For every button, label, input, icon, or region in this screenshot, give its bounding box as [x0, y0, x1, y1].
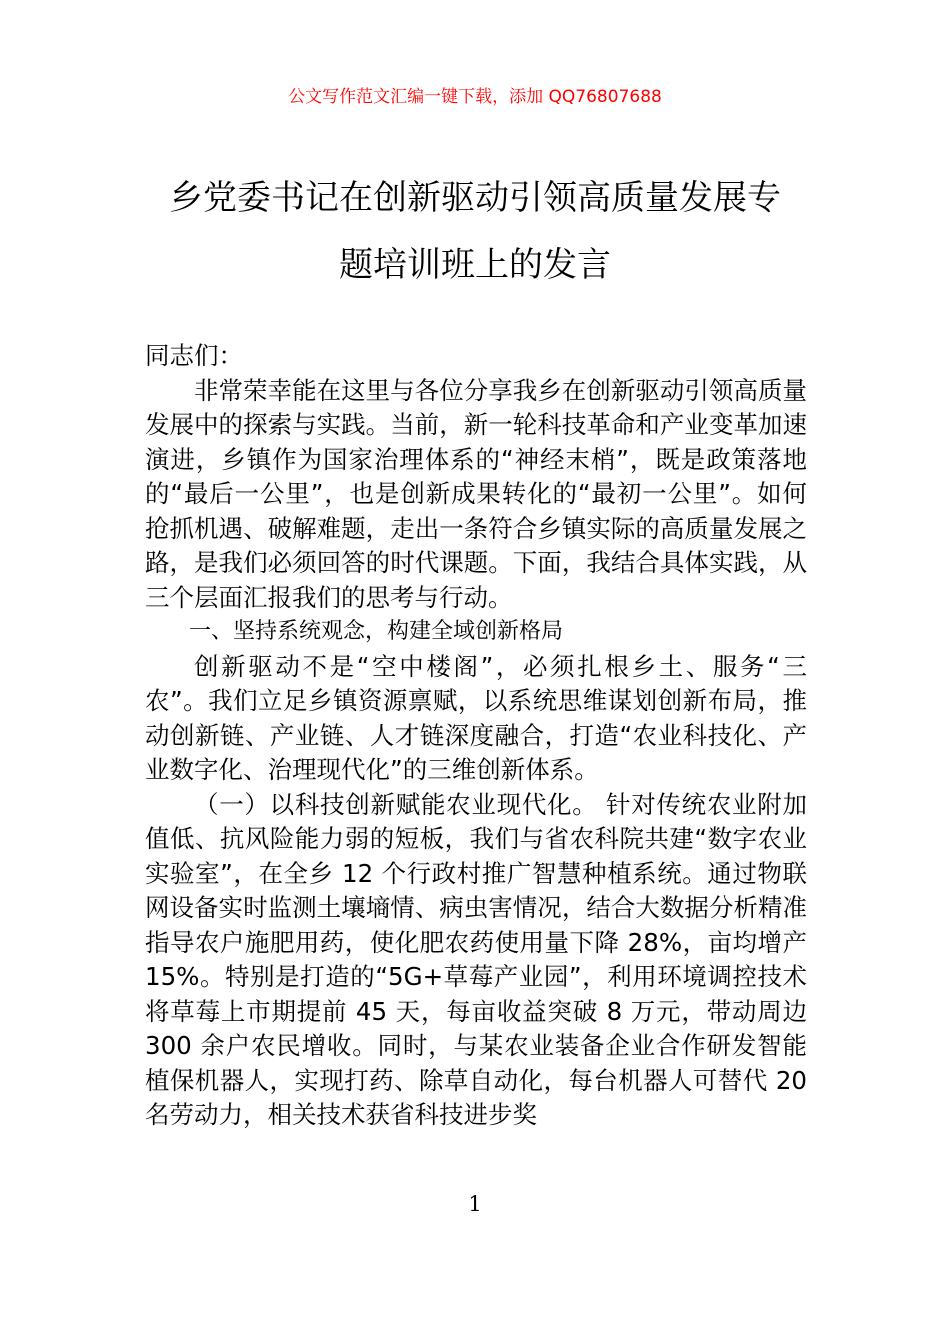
page-title-line-2: 题培训班上的发言 [339, 245, 611, 285]
salutation: 同志们： [145, 341, 243, 370]
section-1-paragraph: 创新驱动不是“空中楼阁”，必须扎根乡土、服务“三农”。我们立足乡镇资源禀赋，以系统思维谋划创新布局，推动创新链、产业链、人才链深度融合，打造“农业科技化、产业数字化、治理现代化”的三维创新体系。 [145, 651, 807, 784]
page-number: 1 [468, 1192, 482, 1216]
document-body [145, 339, 807, 1133]
header-note: 公文写作范文汇编一键下载，添加 QQ76807688 [288, 87, 662, 107]
subsection-1-paragraph: （一）以科技创新赋能农业现代化。 针对传统农业附加值低、抗风险能力弱的短板，我们与省农科院共建“数字农业实验室”，在全乡 12 个行政村推广智慧种植系统。通过物联网设备实时监测土壤墒情、病虫害情况，结合大数据分析精准指导农户施肥用药，使化肥农药使用量下降 28%，亩均增产 15%。特别是打造的“5G+草莓产业园”，利用环境调控技术将草莓上市期提前 45 天，每亩收益突破 8 万元，带动周边 300 余户农民增收。同时，与某农业装备企业合作研发智能植保机器人，实现打药、除草自动化，每台机器人可替代 20 名劳动力，相关技术获省科技进步奖 [145, 789, 807, 1129]
section-1-heading: 一、坚持系统观念，构建全域创新格局 [189, 619, 564, 644]
page-title-line-1: 乡党委书记在创新驱动引领高质量发展专 [169, 178, 781, 218]
intro-paragraph: 非常荣幸能在这里与各位分享我乡在创新驱动引领高质量发展中的探索与实践。当前，新一轮科技革命和产业变革加速演进，乡镇作为国家治理体系的“神经末梢”，既是政策落地的“最后一公里”，也是创新成果转化的“最初一公里”。如何抢抓机遇、破解难题，走出一条符合乡镇实际的高质量发展之路，是我们必须回答的时代课题。下面，我结合具体实践，从三个层面汇报我们的思考与行动。 [145, 375, 807, 612]
